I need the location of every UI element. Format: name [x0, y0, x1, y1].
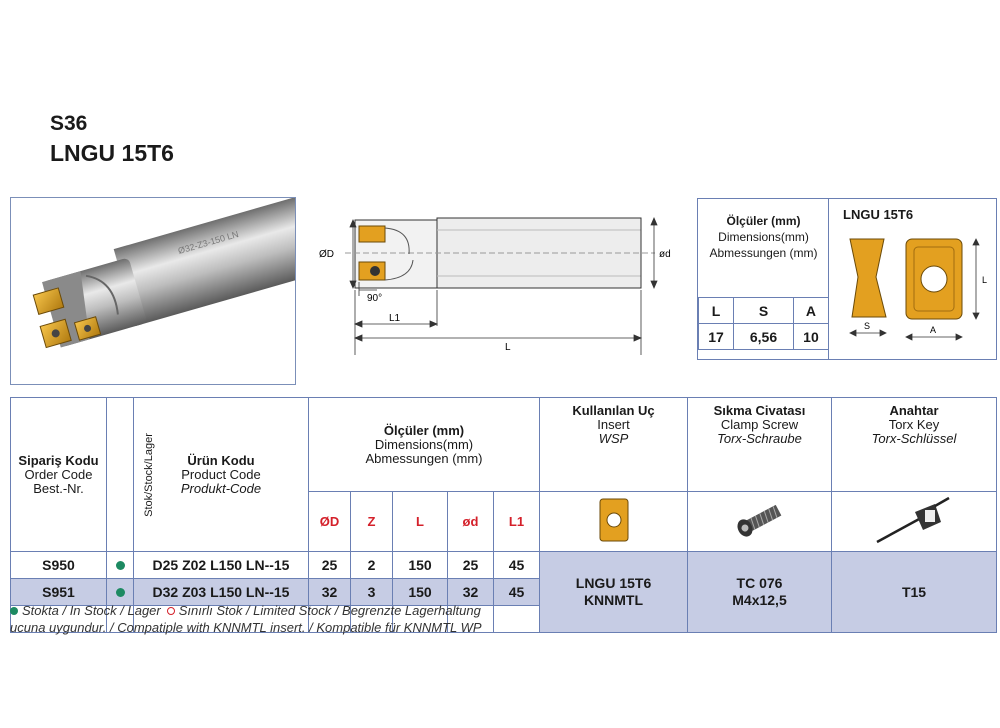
screw-en: Clamp Screw [720, 417, 799, 432]
insert-dimensions-box [697, 198, 997, 360]
tool-photo [10, 197, 296, 385]
in-stock-legend-dot [10, 607, 18, 615]
insert-header [540, 398, 688, 492]
dim-title-en: Dimensions(mm) [718, 230, 809, 244]
row2-product: D32 Z03 L150 LN--15 [134, 579, 309, 606]
legend-line2: ucuna uygundur. / Compatiple with KNNMTL insert. / Kompatible für KNNMTL WP [10, 620, 482, 635]
row1-l1: 45 [494, 552, 540, 579]
insert-tr: Kullanılan Uç [572, 403, 655, 418]
row2-l: 150 [393, 579, 448, 606]
d-label: ød [659, 249, 671, 260]
row2-z: 3 [351, 579, 393, 606]
row1-order: S950 [11, 552, 107, 579]
dims-de: Abmessungen (mm) [365, 450, 483, 466]
key-en: Torx Key [888, 417, 940, 432]
in-stock-dot [116, 588, 125, 597]
l-label: L [505, 342, 511, 353]
screw-header [688, 398, 832, 492]
key-value-cell: T15 [832, 552, 997, 633]
insert-value-line1: LNGU 15T6 [575, 575, 652, 591]
product-code-header [134, 398, 309, 552]
key-tr: Anahtar [889, 403, 939, 418]
stock-header [107, 398, 155, 552]
angle-label: 90° [367, 293, 383, 304]
order-code-header [11, 398, 107, 552]
order-code-de: Best.-Nr. [33, 480, 84, 496]
row2-d: 32 [448, 579, 494, 606]
l1-label: L1 [389, 313, 401, 324]
col-od: ØD [309, 492, 351, 552]
product-table [10, 397, 997, 633]
insert-icon [594, 495, 634, 545]
product-code-de: Produkt-Code [180, 480, 262, 496]
key-de: Torx-Schlüssel [871, 431, 957, 446]
row1-od: 25 [309, 552, 351, 579]
screw-de: Torx-Schraube [717, 431, 802, 446]
row1-stock [107, 552, 134, 579]
key-header [832, 398, 997, 492]
col-z: Z [351, 492, 393, 552]
order-code-en: Order Code [24, 466, 93, 482]
tool-photo-illustration [11, 198, 296, 385]
dims-tr: Ölçüler (mm) [383, 422, 465, 438]
screw-value-cell [688, 552, 832, 633]
dim-value-s: 6,56 [734, 324, 794, 350]
row1-d: 25 [448, 552, 494, 579]
limited-stock-legend-dot [167, 607, 175, 615]
tool-marking-text: Ø32-Z3-150 LN [176, 229, 240, 256]
dim-value-l: 17 [699, 324, 734, 350]
col-d: ød [448, 492, 494, 552]
insert-value-cell [540, 552, 688, 633]
dims-en: Dimensions(mm) [374, 436, 474, 452]
stock-header-text: Stok/Stock/Lager [142, 433, 155, 517]
dim-value-a: 10 [793, 324, 828, 350]
insert-model-title: LNGU 15T6 [50, 140, 174, 166]
order-code-tr: Sipariş Kodu [18, 452, 99, 468]
insert-drawing [836, 225, 996, 355]
od-label: ØD [319, 249, 334, 260]
insert-en: Insert [597, 417, 630, 432]
insert-image-cell [540, 492, 688, 552]
a-label: A [930, 325, 937, 335]
product-code-tr: Ürün Kodu [187, 452, 255, 468]
product-code-en: Product Code [181, 466, 261, 482]
screw-tr: Sıkma Civatası [713, 403, 806, 418]
row2-od: 32 [309, 579, 351, 606]
row1-product: D25 Z02 L150 LN--15 [134, 552, 309, 579]
col-l: L [393, 492, 448, 552]
l-dim-label: L [982, 275, 988, 285]
legend-limited-stock: Sınırlı Stok / Limited Stock / Begrenzte Lagerhaltung [178, 603, 481, 618]
row1-l: 150 [393, 552, 448, 579]
insert-de: WSP [598, 431, 629, 446]
screw-icon [725, 500, 795, 540]
dim-header-l: L [699, 298, 734, 324]
technical-drawing [315, 200, 675, 360]
insert-dimensions-table [698, 297, 829, 350]
row2-order: S951 [11, 579, 107, 606]
screw-value-line1: TC 076 [736, 575, 783, 591]
dim-title-de: Abmessungen (mm) [709, 246, 818, 260]
row1-z: 2 [351, 552, 393, 579]
dimensions-panel [698, 199, 829, 359]
col-l1: L1 [494, 492, 540, 552]
insert-drawing-title: LNGU 15T6 [843, 207, 914, 222]
dim-title-tr: Ölçüler (mm) [726, 214, 801, 228]
row2-l1: 45 [494, 579, 540, 606]
dim-header-s: S [734, 298, 794, 324]
insert-value-line2: KNNMTL [583, 592, 644, 608]
table-row [11, 552, 997, 579]
dimensions-title [698, 213, 829, 261]
series-title: S36 [50, 112, 88, 135]
in-stock-dot [116, 561, 125, 570]
legend-line1 [10, 602, 482, 619]
legend-in-stock: Stokta / In Stock / Lager [22, 603, 161, 618]
dim-header-a: A [793, 298, 828, 324]
key-image-cell [832, 492, 997, 552]
s-label: S [864, 321, 871, 331]
torx-key-icon [869, 492, 959, 548]
dimensions-header [309, 398, 540, 492]
stock-legend [10, 602, 482, 636]
screw-image-cell [688, 492, 832, 552]
screw-value-line2: M4x12,5 [732, 592, 787, 608]
